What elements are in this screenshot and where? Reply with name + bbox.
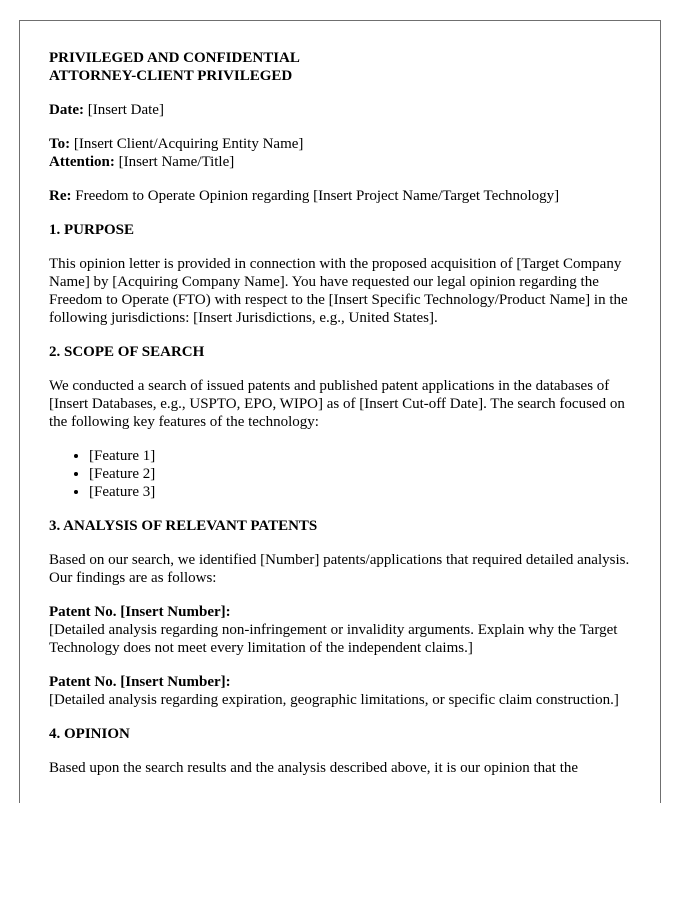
date-line	[49, 101, 639, 119]
letter-content	[49, 49, 639, 793]
analysis-heading: 3. ANALYSIS OF RELEVANT PATENTS	[49, 518, 318, 534]
patent-title: Patent No. [Insert Number]:	[49, 674, 231, 690]
analysis-body: Based on our search, we identified [Number] patents/applications that required detailed analysis. Our findings are as follows:	[49, 552, 630, 586]
patent-entry	[49, 673, 639, 709]
confidentiality-header	[49, 49, 639, 85]
recipient-block	[49, 135, 639, 171]
feature-item: • [Feature 3]	[89, 483, 639, 501]
feature-list	[49, 447, 639, 501]
purpose-body: This opinion letter is provided in connection with the proposed acquisition of [Target Company Name] by [Acquiring Company Name]. You have requested our legal opinion regarding the Freedom to Operate (FTO) with respect to the [Insert Specific Technology/Product Name] in the following jurisdictions: [Insert Jurisdictions, e.g., United States].	[49, 256, 628, 326]
patent-analysis: [Detailed analysis regarding expiration, geographic limitations, or specific claim construction.]	[49, 692, 619, 708]
patent-entry	[49, 603, 639, 657]
feature-item: • [Feature 1]	[89, 447, 639, 465]
re-value: Freedom to Operate Opinion regarding [Insert Project Name/Target Technology]	[71, 188, 560, 204]
subject-line	[49, 187, 639, 205]
patent-analysis: [Detailed analysis regarding non-infringement or invalidity arguments. Explain why the Target Technology does not meet every limitation of the independent claims.]	[49, 622, 618, 656]
date-value: [Insert Date]	[83, 102, 164, 118]
to-value: [Insert Client/Acquiring Entity Name]	[70, 136, 304, 152]
header-line-2: ATTORNEY-CLIENT PRIVILEGED	[49, 68, 293, 84]
opinion-heading: 4. OPINION	[49, 726, 130, 742]
to-label: To:	[49, 136, 71, 152]
scope-heading: 2. SCOPE OF SEARCH	[49, 344, 205, 360]
date-label: Date:	[49, 102, 84, 118]
patent-title: Patent No. [Insert Number]:	[49, 604, 231, 620]
opinion-body: Based upon the search results and the analysis described above, it is our opinion that the	[49, 760, 579, 776]
document-page	[19, 20, 661, 803]
feature-item: • [Feature 2]	[89, 465, 639, 483]
attention-label: Attention:	[49, 154, 115, 170]
header-line-1: PRIVILEGED AND CONFIDENTIAL	[49, 50, 300, 66]
attention-value: [Insert Name/Title]	[114, 154, 235, 170]
purpose-heading: 1. PURPOSE	[49, 222, 135, 238]
scope-body: We conducted a search of issued patents and published patent applications in the databases of [Insert Databases, e.g., USPTO, EPO, WIPO] as of [Insert Cut-off Date]. The search focused on the following key features of the technology:	[49, 378, 625, 430]
re-label: Re:	[49, 188, 72, 204]
